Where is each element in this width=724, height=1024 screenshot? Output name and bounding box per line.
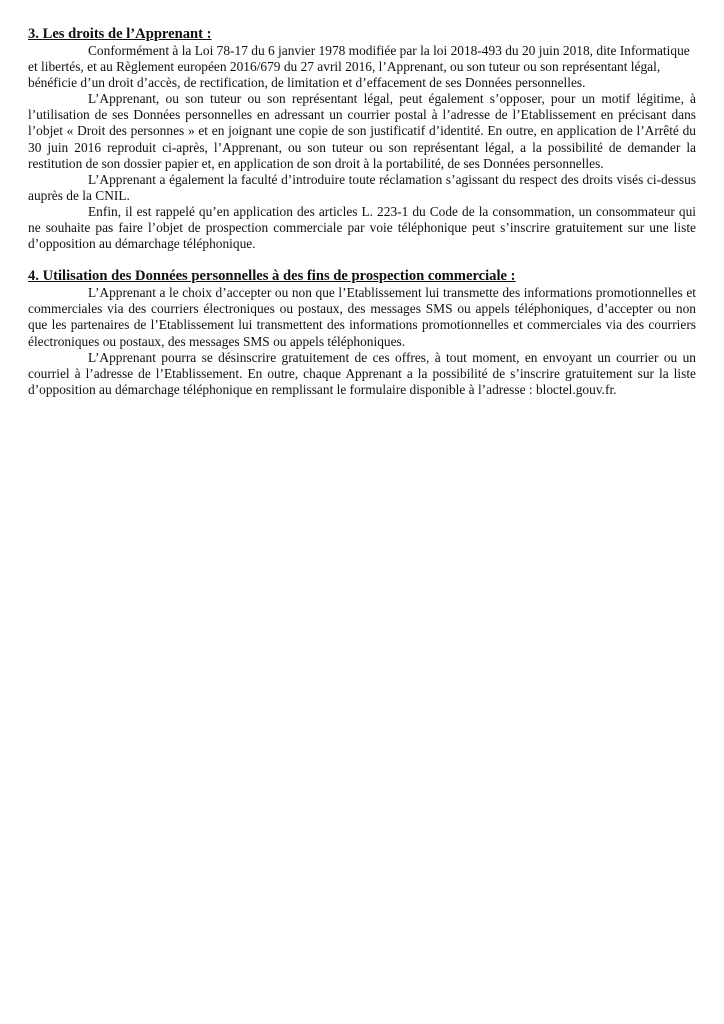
paragraph: L’Apprenant a également la faculté d’introduire toute réclamation s’agissant du respect des droits visés ci-dessus auprès de la CNIL. (28, 171, 696, 203)
section-rights (28, 26, 696, 252)
paragraph: Conformément à la Loi 78-17 du 6 janvier 1978 modifiée par la loi 2018-493 du 20 juin 2018, dite Informatique et libertés, et au Règlement européen 2016/679 du 27 avril 2016, l’Apprenant, ou son tuteur ou son représentant légal, bénéficie d’un droit d’accès, de rectification, de limitation et d’effacement de ses Données personnelles. (28, 43, 690, 91)
paragraph: L’Apprenant pourra se désinscrire gratuitement de ces offres, à tout moment, en envoyant un courrier ou un courriel à l’adresse de l’Etablissement. En outre, chaque Apprenant a la possibilité de s’inscrire gratuitement sur la liste d’opposition au démarchage téléphonique en remplissant le formulaire disponible à l’adresse : bloctel.gouv.fr. (28, 349, 696, 397)
paragraph: L’Apprenant a le choix d’accepter ou non que l’Etablissement lui transmette des informations promotionnelles et commerciales via des courriers électroniques ou postaux, des messages SMS ou appels téléphoniques, d’accepter ou non que les partenaires de l’Etablissement lui transmettent des informations promotionnelles et commerciales via des courriers électroniques ou postaux, des messages SMS ou appels téléphoniques. (28, 285, 696, 349)
section-title-rights: 3. Les droits de l’Apprenant : (28, 26, 212, 42)
paragraph: Enfin, il est rappelé qu’en application des articles L. 223-1 du Code de la consommation, un consommateur qui ne souhaite pas faire l’objet de prospection commerciale par voie téléphonique peut s’inscrire gratuitement sur une liste d’opposition au démarchage téléphonique. (28, 203, 696, 252)
section-prospection (28, 268, 696, 398)
paragraph: L’Apprenant, ou son tuteur ou son représentant légal, peut également s’opposer, pour un motif légitime, à l’utilisation de ses Données personnelles en adressant un courrier postal à l’adresse de l’Etablissement en précisant dans l’objet « Droit des personnes » et en joignant une copie de son justificatif d’identité. En outre, en application de l’Arrêté du 30 juin 2016 reproduit ci-après, l’Apprenant, ou son tuteur ou son représentant légal, a la possibilité de demander la restitution de son dossier papier et, en application de son droit à la portabilité, de ses Données personnelles. (28, 91, 696, 171)
document-page (28, 26, 696, 398)
section-title-prospection: 4. Utilisation des Données personnelles à des fins de prospection commerciale : (28, 268, 516, 285)
